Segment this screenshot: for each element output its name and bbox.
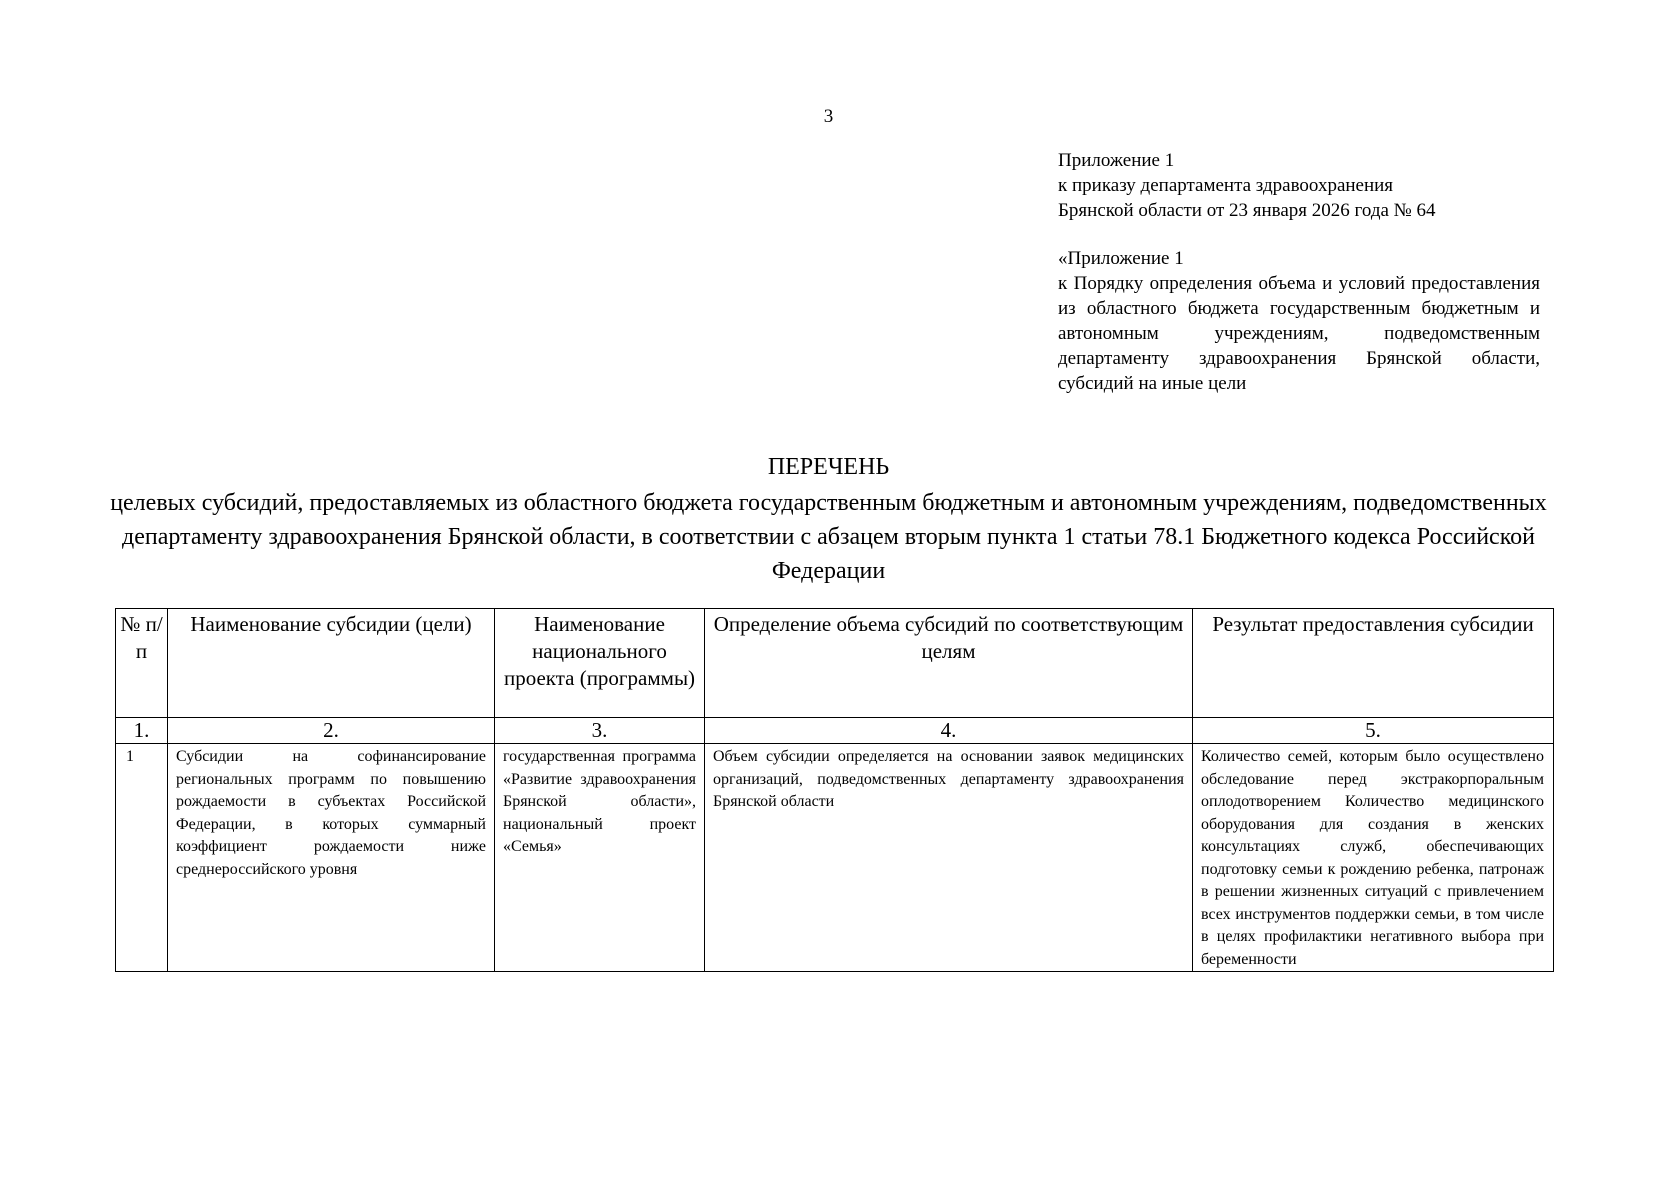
order-appendix: [1058, 246, 1540, 396]
document-subtitle: целевых субсидий, предоставляемых из областного бюджета государственным бюджетным и автономным учреждениям, подведомственных департаменту здравоохранения Брянской области, в соответствии с абзацем вторым пункта 1 статьи 78.1 Бюджетного кодекса Российской Федерации: [110, 490, 1547, 584]
column-number: 1.: [116, 718, 168, 744]
page-number: 3: [823, 106, 834, 127]
order-appendix-title: «Приложение 1: [1058, 248, 1184, 269]
row-volume-definition: Объем субсидии определяется на основании заявок медицинских организаций, подведомственных департаменту здравоохранения Брянской области: [705, 744, 1193, 972]
column-number: 3.: [495, 718, 705, 744]
column-number-row: [116, 718, 1554, 744]
row-subsidy-name: Субсидии на софинансирование региональных программ по повышению рождаемости в субъектах Российской Федерации, в которых суммарный коэффициент рождаемости ниже среднероссийского уровня: [168, 744, 495, 972]
subsidies-table: [115, 608, 1554, 972]
header-national-project: Наименование национального проекта (программы): [495, 609, 705, 718]
header-number: № п/п: [116, 609, 168, 718]
row-number: 1: [116, 744, 168, 972]
table-row: [116, 744, 1554, 972]
row-national-project: государственная программа «Развитие здравоохранения Брянской области», национальный проект «Семья»: [495, 744, 705, 972]
header-volume-definition: Определение объема субсидий по соответствующим целям: [705, 609, 1193, 718]
appendix-header: [1058, 148, 1540, 223]
row-result: Количество семей, которым было осуществлено обследование перед экстракорпоральным оплодотворением Количество медицинского оборудования для создания в женских консультациях служб, обеспечивающих подготовку семьи к рождению ребенка, патронаж в решении жизненных ситуаций с привлечением всех инструментов поддержки семьи, в том числе в целях профилактики негативного выбора при беременности: [1193, 744, 1554, 972]
table-header-row: [116, 609, 1554, 718]
appendix-header-line1: Приложение 1: [1058, 150, 1175, 171]
column-number: 2.: [168, 718, 495, 744]
appendix-header-line3: Брянской области от 23 января 2026 года № 64: [1058, 200, 1436, 221]
column-number: 5.: [1193, 718, 1554, 744]
appendix-header-line2: к приказу департамента здравоохранения: [1058, 175, 1394, 196]
header-subsidy-name: Наименование субсидии (цели): [168, 609, 495, 718]
order-appendix-text: к Порядку определения объема и условий предоставления из областного бюджета государственным бюджетным и автономным учреждениям, подведомственным департаменту здравоохранения Брянской области, субсидий на иные цели: [1058, 273, 1540, 394]
document-title: ПЕРЕЧЕНЬ: [767, 454, 890, 480]
header-result: Результат предоставления субсидии: [1193, 609, 1554, 718]
column-number: 4.: [705, 718, 1193, 744]
